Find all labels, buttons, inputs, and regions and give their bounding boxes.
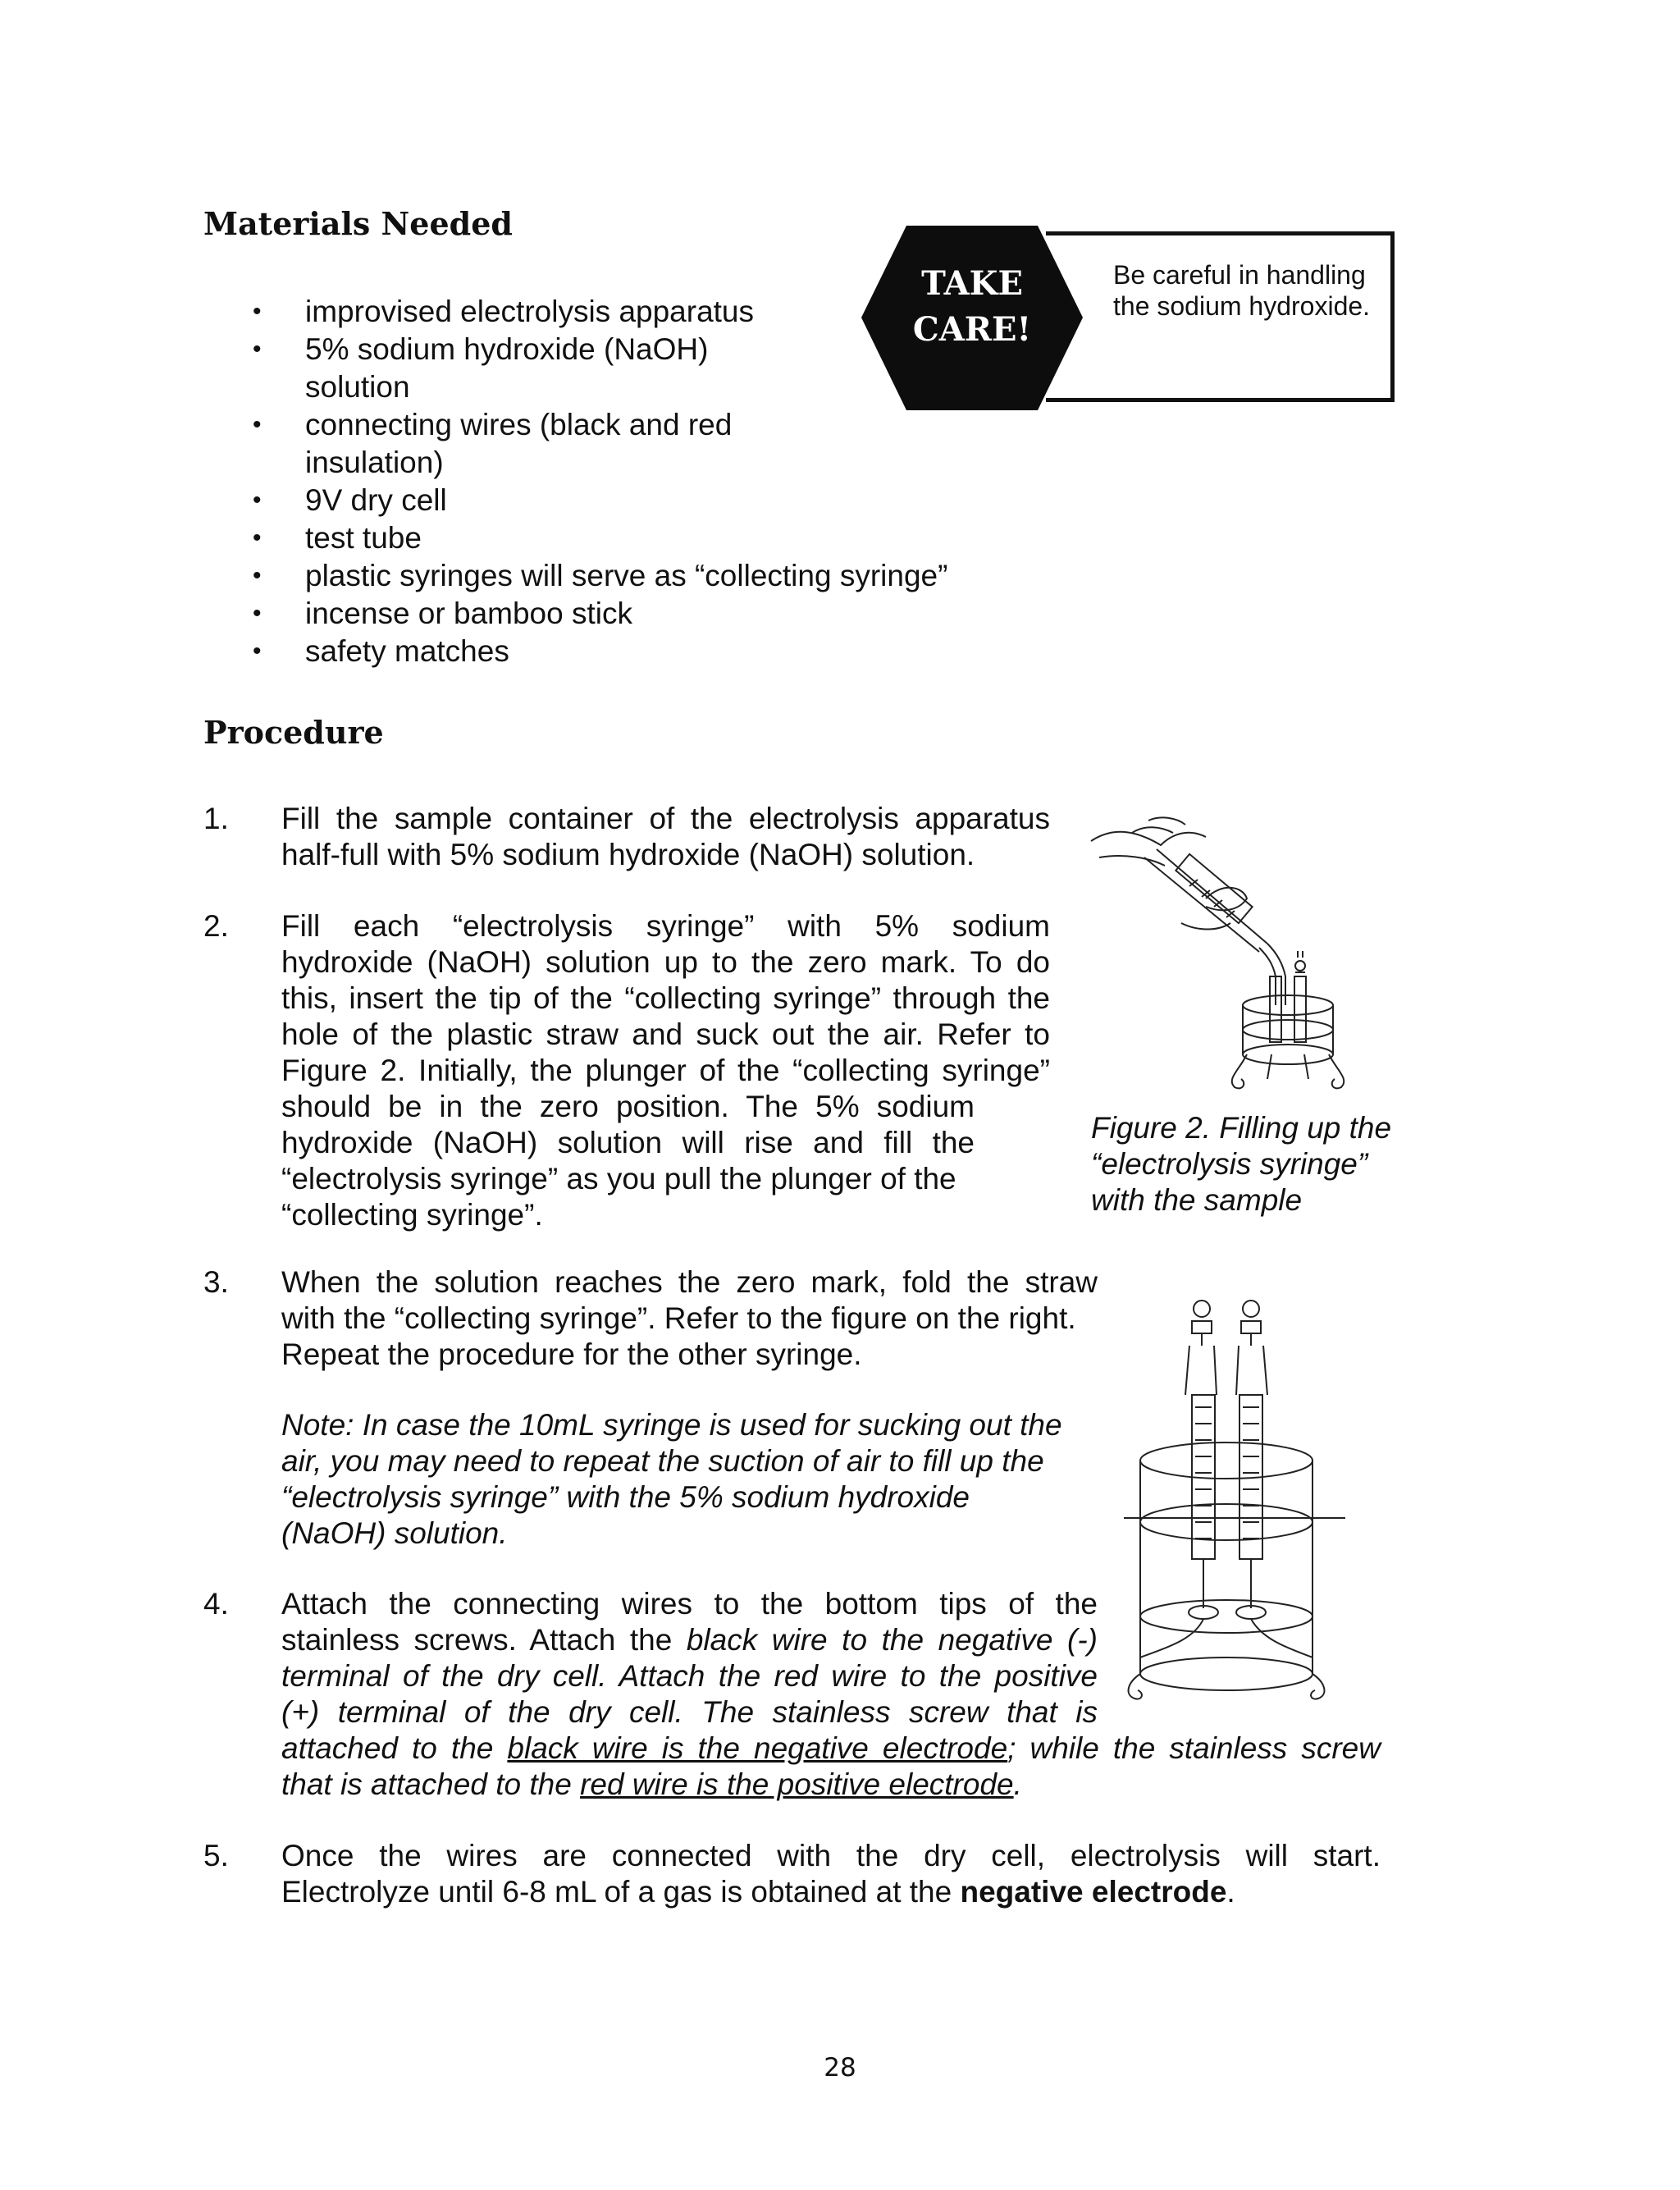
- list-item: • improvised electrolysis apparatus: [203, 293, 1024, 331]
- list-item: insulation): [305, 446, 444, 479]
- bullet-icon: •: [253, 638, 262, 665]
- list-item: • 5% sodium hydroxide (NaOH): [203, 331, 1024, 368]
- bullet-icon: •: [253, 411, 262, 438]
- list-item: • test tube: [203, 519, 1024, 557]
- materials-heading: Materials Needed: [203, 205, 513, 242]
- list-item: • incense or bamboo stick: [203, 595, 1024, 633]
- step-number: 2.: [203, 909, 229, 943]
- bullet-icon: •: [253, 600, 262, 627]
- procedure-heading: Procedure: [203, 714, 384, 751]
- bullet-icon: •: [253, 524, 262, 551]
- step-3-text: When the solution reaches the zero mark, fold the straw with the “collecting syringe”. Refer to the figure on the right. Repeat the procedure for the other syringe.: [281, 1265, 1098, 1371]
- list-item: solution: [305, 370, 410, 404]
- list-item: • safety matches: [203, 633, 1024, 670]
- bullet-icon: •: [253, 336, 262, 363]
- take-care-message: Be careful in handling the sodium hydroxide.: [1113, 260, 1371, 321]
- list-item: • 9V dry cell: [203, 482, 1024, 519]
- step-4-text-continued: attached to the black wire is the negative electrode; while the stainless screw that is attached to the red wire is the positive electrode.: [281, 1731, 1381, 1801]
- step-1-text: Fill the sample container of the electrolysis apparatus half-full with 5% sodium hydroxide (NaOH) solution.: [281, 802, 1050, 871]
- step-number: 1.: [203, 802, 229, 835]
- note-text: Note: In case the 10mL syringe is used for sucking out the air, you may need to repeat the suction of air to fill up the “electrolysis syringe” with the 5% sodium hydroxide (NaOH) solution.: [281, 1408, 1062, 1550]
- electrolysis-apparatus-illustration: [1120, 1288, 1354, 1707]
- figure-2-filling-syringe-illustration: [1083, 808, 1386, 1091]
- step-number: 3.: [203, 1265, 229, 1299]
- bullet-icon: •: [253, 487, 262, 514]
- bullet-icon: •: [253, 298, 262, 325]
- step-number: 4.: [203, 1587, 229, 1621]
- step-5-text: Once the wires are connected with the dry cell, electrolysis will start. Electrolyze until 6-8 mL of a gas is obtained at the negative electrode.: [281, 1839, 1381, 1909]
- bullet-icon: •: [253, 562, 262, 589]
- step-4-text: Attach the connecting wires to the bottom tips of the stainless screws. Attach the black wire to the negative (-) terminal of the dry cell. Attach the red wire to the positive (+) terminal of the dry cell. The stainless screw that is: [281, 1587, 1098, 1729]
- page-number: 28: [824, 2053, 856, 2083]
- step-2-text-continued: should be in the zero position. The 5% sodium hydroxide (NaOH) solution will rise and fill the “electrolysis syringe” as you pull the plunger of the “collecting syringe”.: [281, 1090, 975, 1232]
- figure-2-caption: Figure 2. Filling up the “electrolysis syringe” with the sample: [1091, 1111, 1392, 1217]
- step-2-text: Fill each “electrolysis syringe” with 5% sodium hydroxide (NaOH) solution up to the zero mark. To do this, insert the tip of the “collecting syringe” through the hole of the plastic straw and suck out the air. Refer to Figure 2. Initially, the plunger of the “collecting syringe”: [281, 909, 1050, 1087]
- step-number: 5.: [203, 1839, 229, 1872]
- take-care-label: TAKE CARE!: [912, 264, 1032, 349]
- list-item: • plastic syringes will serve as “collecting syringe”: [203, 557, 1024, 595]
- list-item: • connecting wires (black and red: [203, 406, 1024, 444]
